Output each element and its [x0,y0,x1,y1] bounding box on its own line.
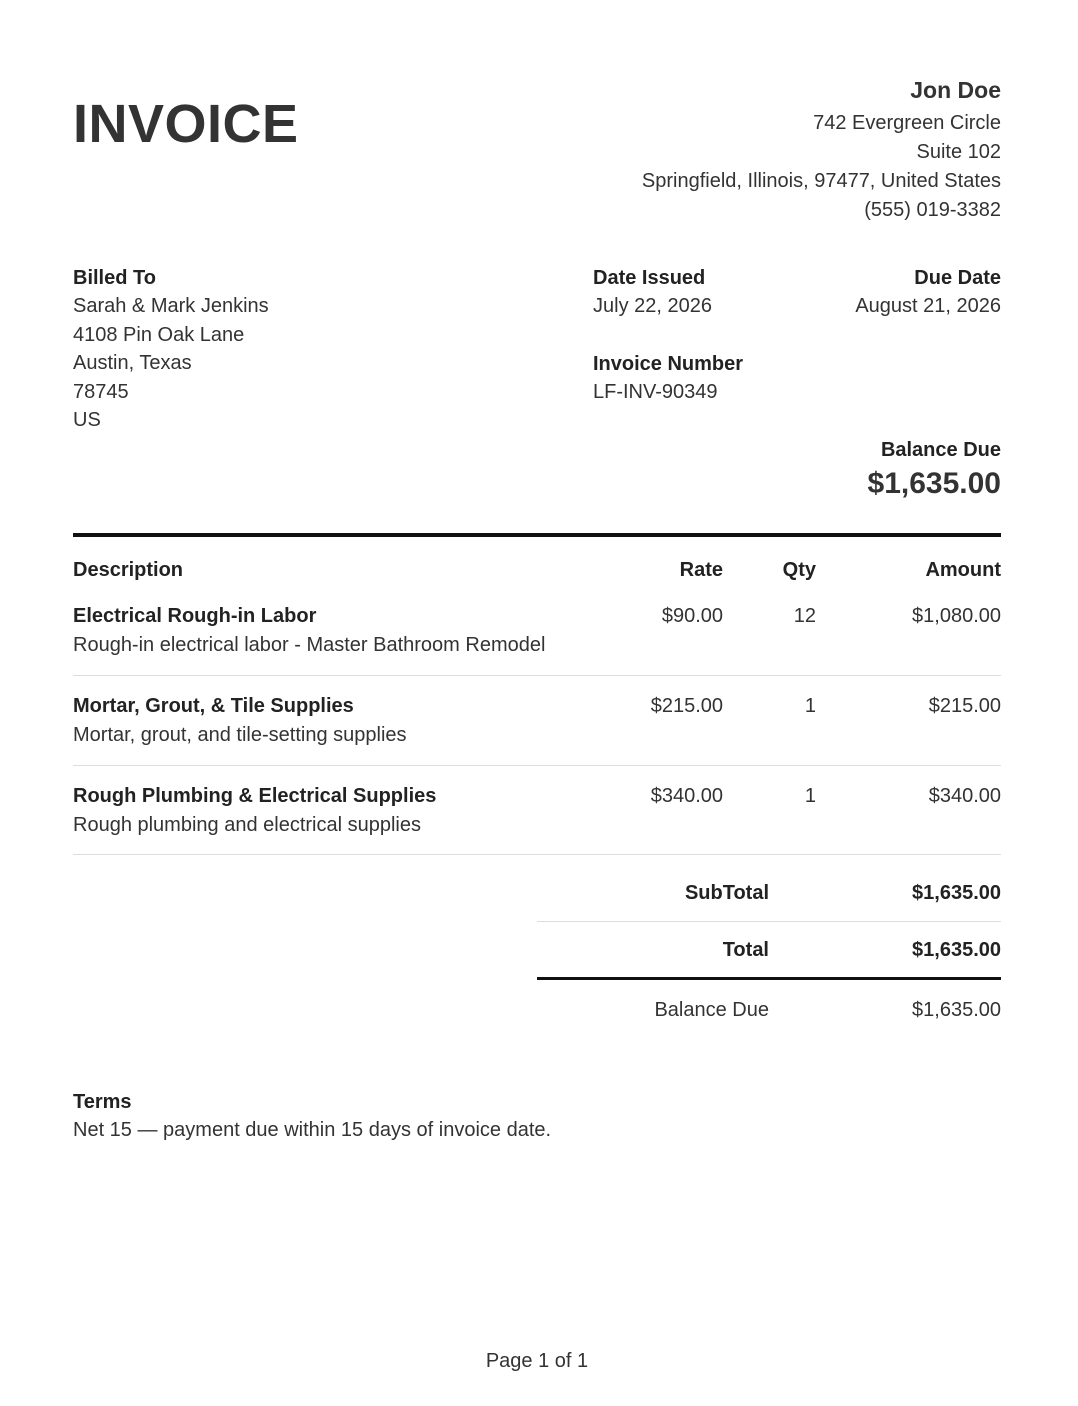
line-item-description: Mortar, grout, and tile-setting supplies [73,724,407,746]
column-header-qty: Qty [782,559,816,581]
line-item-amount: $340.00 [928,785,1001,807]
line-item-qty: 12 [793,605,816,627]
table-row [73,692,1001,782]
sender-address-line2: Suite 102 [916,141,1001,163]
line-item-name: Rough Plumbing & Electrical Supplies [73,785,437,807]
line-item-qty: 1 [804,695,816,717]
due-date-value: August 21, 2026 [855,295,1001,317]
invoice-number-label: Invoice Number [593,353,744,375]
subtotal-value: $1,635.00 [912,882,1001,904]
invoice-title: INVOICE [73,94,299,154]
total-divider [537,977,1001,980]
due-date-block [855,264,1001,321]
line-item-name: Electrical Rough-in Labor [73,605,317,627]
column-header-amount: Amount [925,559,1001,581]
page-number: Page 1 of 1 [485,1350,589,1372]
line-item-qty: 1 [804,785,816,807]
line-item-rate: $90.00 [661,605,723,627]
row-divider [73,765,1001,766]
line-item-amount: $1,080.00 [912,605,1001,627]
invoice-number-block [593,350,743,407]
table-row [73,782,1001,872]
due-date-label: Due Date [914,267,1001,289]
balance-due-label: Balance Due [880,439,1001,461]
terms-label: Terms [73,1091,132,1113]
balance-due-row-label: Balance Due [654,999,769,1021]
sender-name: Jon Doe [910,77,1001,103]
sender-phone: (555) 019-3382 [864,199,1001,221]
total-label: Total [722,939,769,961]
balance-due-summary [868,436,1001,504]
billed-to-zip: 78745 [73,380,129,403]
subtotal-divider [537,921,1001,922]
balance-due-row-value: $1,635.00 [912,999,1001,1021]
line-item-rate: $340.00 [650,785,723,807]
billed-to-city-state: Austin, Texas [73,352,192,374]
line-item-description: Rough plumbing and electrical supplies [73,814,421,836]
billed-to-label: Billed To [73,267,156,289]
terms-text: Net 15 — payment due within 15 days of invoice date. [73,1119,552,1141]
date-issued-block [593,264,712,321]
line-item-description: Rough-in electrical labor - Master Bathroom Remodel [73,634,546,656]
table-row [73,602,1001,692]
invoice-page [73,0,1001,1406]
column-header-rate: Rate [679,559,723,581]
billed-to-country: US [73,409,101,431]
terms-block [73,1088,551,1145]
line-item-name: Mortar, Grout, & Tile Supplies [73,695,354,717]
column-header-description: Description [73,559,184,581]
line-item-amount: $215.00 [928,695,1001,717]
balance-due-amount: $1,635.00 [867,467,1001,500]
billed-to-block [73,264,269,435]
sender-address-line1: 742 Evergreen Circle [813,112,1001,134]
billed-to-street: 4108 Pin Oak Lane [73,323,245,346]
line-item-rate: $215.00 [650,695,723,717]
sender-block [642,74,1001,225]
sender-address-line3: Springfield, Illinois, 97477, United States [641,170,1001,192]
invoice-number-value: LF-INV-90349 [593,381,718,403]
billed-to-name: Sarah & Mark Jenkins [73,295,269,317]
date-issued-value: July 22, 2026 [593,295,712,317]
table-top-divider [73,533,1001,537]
row-divider [73,675,1001,676]
row-divider [73,854,1001,855]
total-value: $1,635.00 [912,939,1001,961]
date-issued-label: Date Issued [593,267,706,289]
subtotal-label: SubTotal [684,882,769,904]
